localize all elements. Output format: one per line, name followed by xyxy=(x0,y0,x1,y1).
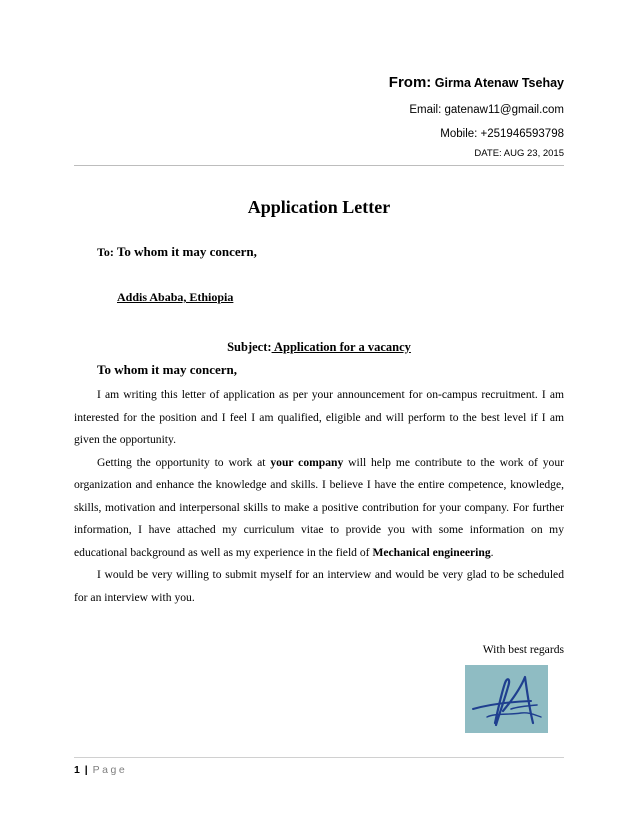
subject-line xyxy=(0,340,638,355)
footer-separator: | xyxy=(84,764,88,776)
sender-line xyxy=(389,74,564,91)
recipient-line xyxy=(97,244,257,260)
sender-name: Girma Atenaw Tsehay xyxy=(434,76,564,90)
signature-background xyxy=(465,665,548,733)
salutation: To whom it may concern, xyxy=(97,362,237,377)
page-word: Page xyxy=(92,764,128,776)
from-label: From: xyxy=(388,74,432,91)
letter-body xyxy=(74,384,564,609)
page-number: 1 xyxy=(74,764,80,776)
field-emphasis: Mechanical engineering xyxy=(372,545,491,559)
subject-label: Subject: xyxy=(227,340,272,354)
body-paragraph-3: I would be very willing to submit myself for an interview and would be very glad to be scheduled for an interview with you. xyxy=(74,568,564,604)
body-paragraph-2 xyxy=(74,452,564,565)
body-text-run: Getting the opportunity to work at xyxy=(97,455,271,469)
page-footer xyxy=(74,764,127,776)
signature-image xyxy=(465,665,548,733)
header-divider xyxy=(74,165,564,166)
subject-text: Application for a vacancy xyxy=(271,340,411,354)
company-emphasis: your company xyxy=(270,455,344,469)
body-paragraph-1: I am writing this letter of application as per your announcement for on-campus recruitment. I am interested for the position and I feel I am qualified, eligible and will perform to the best level if I am given the opportunity. xyxy=(74,388,564,446)
letter-title: Application Letter xyxy=(247,197,391,217)
sender-email: Email: gatenaw11@gmail.com xyxy=(409,104,564,116)
body-text-run: . xyxy=(490,545,494,559)
sender-mobile: Mobile: +251946593798 xyxy=(440,128,564,140)
recipient-city: Addis Ababa, Ethiopia xyxy=(117,290,234,304)
recipient-text: To whom it may concern, xyxy=(116,244,257,259)
body-text-run: will help me contribute to the work of your organization and enhance the knowledge and skills. I believe I have the entire competence, knowledge, skills, motivation and interpersonal skills to make a positive contribution for your company. For further information, I have attached my curriculum vitae to provide you with some information on my educational background as well as my experience in the field of xyxy=(74,455,565,559)
footer-divider xyxy=(74,757,564,758)
closing-regards: With best regards xyxy=(482,643,564,656)
letter-date: DATE: AUG 23, 2015 xyxy=(474,148,564,159)
to-label: To: xyxy=(97,245,114,259)
